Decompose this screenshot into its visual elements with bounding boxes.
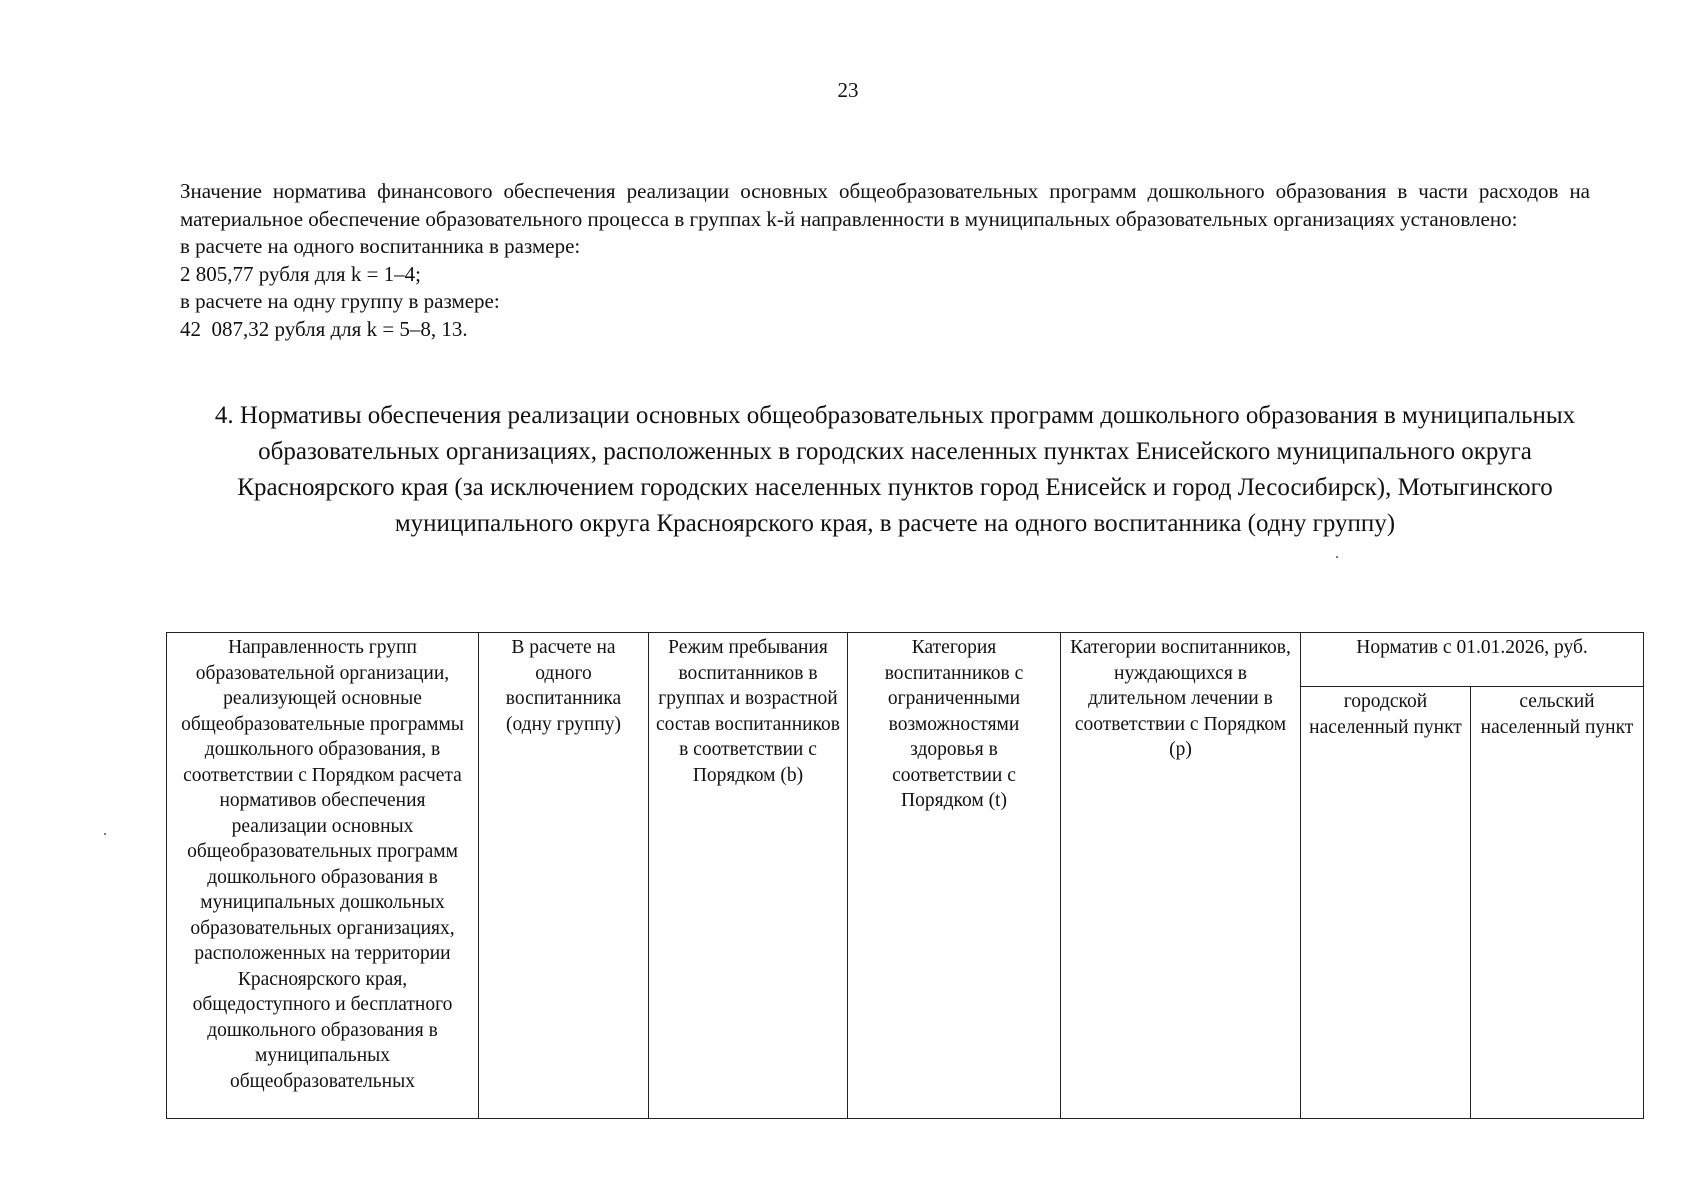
header-norm: Норматив с 01.01.2026, руб. (1301, 633, 1644, 687)
header-per-unit: В расчете на одного воспитанника (одну группу) (479, 633, 649, 1119)
section-heading: 4. Нормативы обеспечения реализации основных общеобразовательных программ дошкольного образования в муниципальных образовательных организациях, расположенных в городских населенных пунктах Енисейского муниципального округа Красноярского края (за исключением городских населенных пунктов город Енисейск и город Лесосибирск), Мотыгинского муниципального округа Красноярского края, в расчете на одного воспитанника (одну группу) (214, 402, 1576, 537)
header-stay-mode: Режим пребывания воспитанников в группах и возрастной состав воспитанников в соответствии с Порядком (b) (649, 633, 848, 1119)
per-group-label: в расчете на одну группу в размере: (180, 289, 500, 313)
per-group-value: 42 087,32 рубля для k = 5–8, 13. (180, 316, 468, 341)
per-pupil-label: в расчете на одного воспитанника в размере: (180, 234, 581, 258)
header-disability-category: Категория воспитанников с ограниченными возможностями здоровья в соответствии с Порядком (t) (848, 633, 1061, 1119)
scan-speck (1336, 556, 1338, 558)
intro-block (180, 178, 1590, 343)
intro-paragraph: Значение норматива финансового обеспечения реализации основных общеобразовательных программ дошкольного образования в части расходов на материальное обеспечение образовательного процесса в группах k-й направленности в муниципальных образовательных организациях установлено: (180, 179, 1590, 231)
norms-table (166, 632, 1644, 1119)
header-urban: городской населенный пункт (1301, 687, 1471, 1119)
header-rural: сельский населенный пункт (1471, 687, 1644, 1119)
page-number: 23 (837, 78, 859, 102)
header-direction: Направленность групп образовательной организации, реализующей основные общеобразовательные программы дошкольного образования, в соответствии с Порядком расчета нормативов обеспечения реализации основных общеобразовательных программ дошкольного образования в муниципальных дошкольных образовательных организациях, расположенных на территории Красноярского края, общедоступного и бесплатного дошкольного образования в муниципальных общеобразовательных (167, 633, 479, 1119)
per-pupil-value: 2 805,77 рубля для k = 1–4; (180, 261, 421, 286)
scan-speck (104, 833, 106, 835)
header-treatment-category: Категории воспитанников, нуждающихся в длительном лечении в соответствии с Порядком (p) (1061, 633, 1301, 1119)
